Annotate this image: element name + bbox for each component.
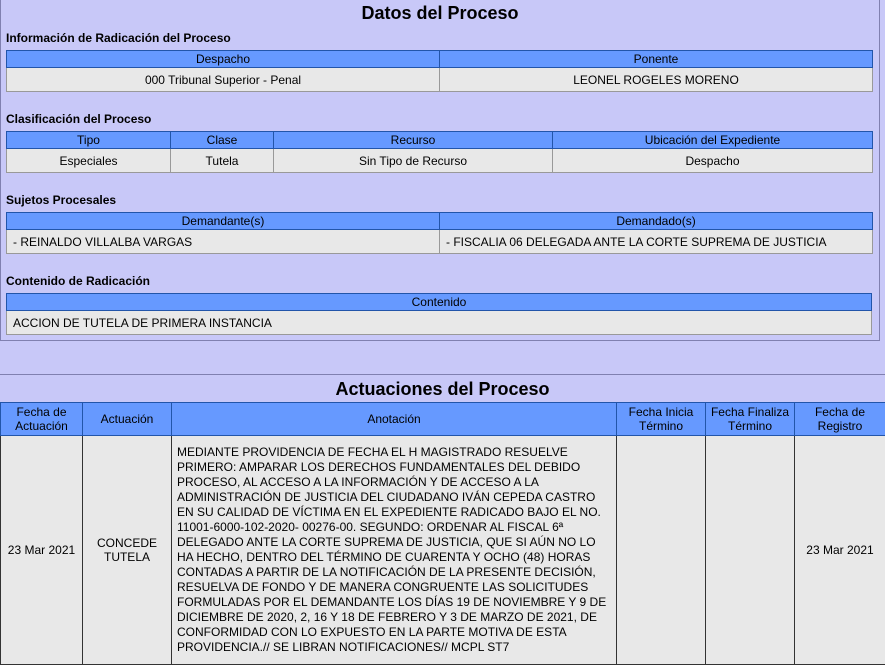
recurso-value: Sin Tipo de Recurso bbox=[274, 149, 553, 173]
contenido-value: ACCION DE TUTELA DE PRIMERA INSTANCIA bbox=[7, 311, 872, 335]
ponente-value: LEONEL ROGELES MORENO bbox=[440, 68, 873, 92]
contenido-heading: Contenido de Radicación bbox=[6, 274, 150, 288]
tipo-value: Especiales bbox=[7, 149, 171, 173]
sujetos-heading: Sujetos Procesales bbox=[6, 193, 116, 207]
ubicacion-value: Despacho bbox=[553, 149, 873, 173]
col-actuacion: Actuación bbox=[83, 403, 172, 436]
col-ubicacion: Ubicación del Expediente bbox=[553, 132, 873, 149]
clasificacion-heading: Clasificación del Proceso bbox=[6, 112, 151, 126]
clase-value: Tutela bbox=[171, 149, 274, 173]
table-row bbox=[1, 436, 885, 665]
col-contenido: Contenido bbox=[7, 294, 872, 311]
demandado-value: - FISCALIA 06 DELEGADA ANTE LA CORTE SUPREMA DE JUSTICIA bbox=[440, 230, 873, 254]
fecha-inicia-cell bbox=[617, 436, 706, 665]
col-ponente: Ponente bbox=[440, 51, 873, 68]
demandante-value: - REINALDO VILLALBA VARGAS bbox=[7, 230, 440, 254]
actuaciones-title: Actuaciones del Proceso bbox=[0, 374, 885, 403]
fecha-actuacion-cell: 23 Mar 2021 bbox=[1, 436, 83, 665]
col-fecha-finaliza: Fecha Finaliza Término bbox=[706, 403, 795, 436]
col-tipo: Tipo bbox=[7, 132, 171, 149]
radicacion-table bbox=[6, 50, 873, 92]
col-recurso: Recurso bbox=[274, 132, 553, 149]
col-fecha-actuacion: Fecha de Actuación bbox=[1, 403, 83, 436]
col-demandado: Demandado(s) bbox=[440, 213, 873, 230]
fecha-finaliza-cell bbox=[706, 436, 795, 665]
col-clase: Clase bbox=[171, 132, 274, 149]
despacho-value: 000 Tribunal Superior - Penal bbox=[7, 68, 440, 92]
actuacion-cell: CONCEDE TUTELA bbox=[83, 436, 172, 665]
anotacion-cell: MEDIANTE PROVIDENCIA DE FECHA EL H MAGISTRADO RESUELVE PRIMERO: AMPARAR LOS DERECHOS FUNDAMENTALES DEL DEBIDO PROCESO, AL ACCESO A LA INFORMACIÓN Y DE ACCESO A LA ADMINISTRACIÓN DE JUSTICIA DEL CIUDADANO IVÁN CEPEDA CASTRO EN SU CALIDAD DE VÍCTIMA EN EL EXPEDIENTE RADICADO BAJO EL NO. 11001-6000-102-2020- 00276-00. SEGUNDO: ORDENAR AL FISCAL 6ª DELEGADO ANTE LA CORTE SUPREMA DE JUSTICIA, QUE SI AÚN NO LO HA HECHO, DENTRO DEL TÉRMINO DE CUARENTA Y OCHO (48) HORAS CONTADAS A PARTIR DE LA NOTIFICACIÓN DE LA PRESENTE DECISIÓN, RESUELVA DE FONDO Y DE MANERA CONGRUENTE LAS SOLICITUDES FORMULADAS POR EL DEMANDANTE LOS DÍAS 19 DE NOVIEMBRE Y 9 DE DICIEMBRE DE 2020, 2, 16 Y 18 DE FEBRERO Y 3 DE MARZO DE 2021, DE CONFORMIDAD CON LO EXPUESTO EN LA PARTE MOTIVA DE ESTA PROVIDENCIA.// SE LIBRAN NOTIFICACIONES// MCPL ST7 bbox=[172, 436, 617, 665]
actuaciones-table bbox=[0, 402, 885, 665]
contenido-table bbox=[6, 293, 872, 335]
clasificacion-table bbox=[6, 131, 873, 173]
section-separator bbox=[0, 346, 885, 374]
col-fecha-inicia: Fecha Inicia Término bbox=[617, 403, 706, 436]
col-anotacion: Anotación bbox=[172, 403, 617, 436]
datos-title: Datos del Proceso bbox=[1, 0, 879, 26]
sujetos-table bbox=[6, 212, 873, 254]
radicacion-heading: Información de Radicación del Proceso bbox=[6, 31, 231, 45]
fecha-registro-cell: 23 Mar 2021 bbox=[795, 436, 885, 665]
col-despacho: Despacho bbox=[7, 51, 440, 68]
col-fecha-registro: Fecha de Registro bbox=[795, 403, 885, 436]
col-demandante: Demandante(s) bbox=[7, 213, 440, 230]
